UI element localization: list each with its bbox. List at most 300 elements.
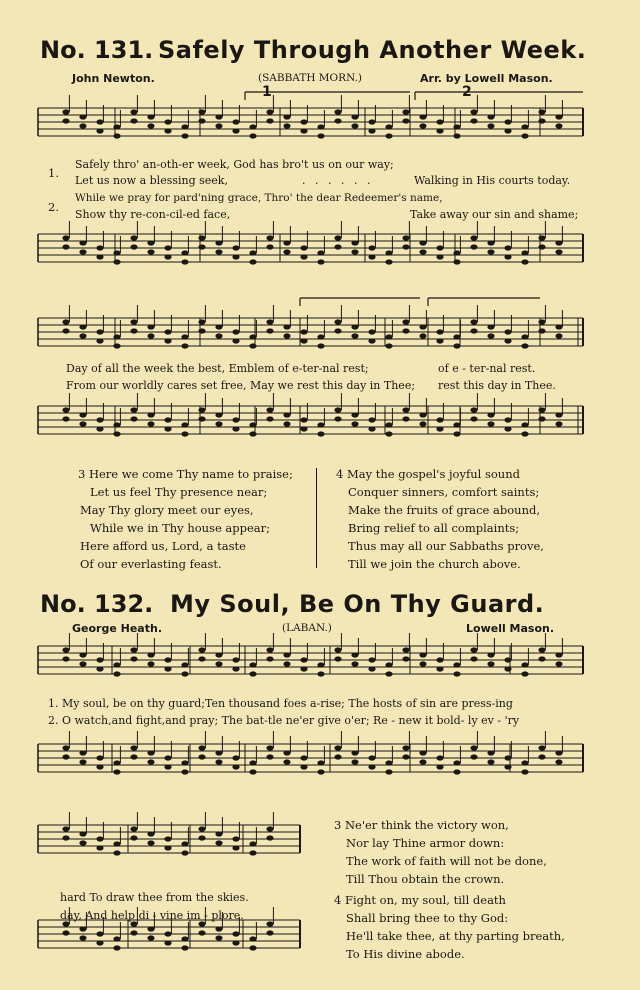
hymn-tune: (LABAN.) (282, 622, 332, 634)
note-head (96, 666, 103, 671)
note-head (181, 250, 188, 255)
note-head (181, 662, 188, 667)
note-head (334, 244, 341, 249)
note-head (504, 755, 511, 760)
note-head (96, 417, 103, 422)
hymn-131-stanza-4 (336, 465, 544, 573)
note-head (249, 671, 256, 676)
note-head (164, 755, 171, 760)
note-head (419, 123, 426, 128)
note-head (249, 431, 256, 436)
note-head (113, 769, 120, 774)
note-head (62, 244, 69, 249)
note-head (470, 407, 477, 412)
note-head (351, 240, 358, 245)
note-head (79, 652, 86, 657)
note-head (164, 119, 171, 124)
hymn-author: John Newton. (72, 72, 155, 85)
note-head (385, 343, 392, 348)
note-head (538, 407, 545, 412)
note-head (198, 826, 205, 831)
note-head (215, 926, 222, 931)
note-head (487, 114, 494, 119)
note-head (453, 133, 460, 138)
note-head (385, 124, 392, 129)
note-head (249, 850, 256, 855)
note-head (351, 750, 358, 755)
note-head (130, 244, 137, 249)
note-head (368, 338, 375, 343)
stanza-line: 3 Ne'er think the victory won, (334, 818, 509, 832)
note-head (147, 759, 154, 764)
note-head (521, 250, 528, 255)
note-head (96, 657, 103, 662)
note-head (96, 845, 103, 850)
note-head (62, 407, 69, 412)
refrain-line-2: From our worldly cares set free, May we rest this day in Thee; (66, 379, 416, 392)
note-head (215, 652, 222, 657)
note-head (300, 657, 307, 662)
note-head (198, 656, 205, 661)
note-head (436, 338, 443, 343)
note-head (300, 254, 307, 259)
note-head (334, 118, 341, 123)
note-head (232, 329, 239, 334)
stanza-line: The work of faith will not be done, (346, 854, 547, 868)
note-head (232, 931, 239, 936)
note-head (436, 128, 443, 133)
note-head (334, 656, 341, 661)
note-head (334, 319, 341, 324)
note-head (249, 124, 256, 129)
verse-1-line-2: Let us now a blessing seek, (75, 174, 228, 187)
note-head (470, 745, 477, 750)
note-head (487, 249, 494, 254)
note-head (351, 324, 358, 329)
note-head (351, 114, 358, 119)
note-head (198, 416, 205, 421)
note-head (504, 338, 511, 343)
note-head (249, 662, 256, 667)
note-head (79, 324, 86, 329)
note-head (402, 407, 409, 412)
note-head (368, 417, 375, 422)
note-head (453, 259, 460, 264)
stanza-line: Till we join the church above. (348, 557, 521, 571)
note-head (385, 431, 392, 436)
note-head (300, 764, 307, 769)
note-head (487, 324, 494, 329)
note-head (283, 114, 290, 119)
note-head (96, 245, 103, 250)
note-head (470, 416, 477, 421)
note-head (283, 421, 290, 426)
note-head (266, 235, 273, 240)
note-head (147, 935, 154, 940)
stanza-line: Of our everlasting feast. (80, 557, 222, 571)
note-head (555, 652, 562, 657)
note-head (368, 764, 375, 769)
note-head (555, 324, 562, 329)
note-head (334, 754, 341, 759)
note-head (79, 114, 86, 119)
note-head (300, 666, 307, 671)
hymn-title: Safely Through Another Week. (158, 36, 587, 64)
note-head (334, 109, 341, 114)
note-head (436, 764, 443, 769)
note-head (79, 412, 86, 417)
note-head (351, 652, 358, 657)
stanza-line: May Thy glory meet our eyes, (80, 503, 254, 517)
note-head (453, 124, 460, 129)
note-head (249, 250, 256, 255)
note-head (130, 754, 137, 759)
note-head (351, 421, 358, 426)
note-head (232, 755, 239, 760)
note-head (62, 826, 69, 831)
note-head (249, 133, 256, 138)
note-head (385, 769, 392, 774)
note-head (62, 328, 69, 333)
note-head (266, 656, 273, 661)
note-head (300, 245, 307, 250)
note-head (130, 328, 137, 333)
note-head (96, 426, 103, 431)
note-head (470, 244, 477, 249)
note-head (113, 124, 120, 129)
note-head (402, 244, 409, 249)
note-head (164, 940, 171, 945)
refrain-line-2-end: rest this day in Thee. (438, 379, 556, 392)
note-head (317, 422, 324, 427)
note-head (266, 647, 273, 652)
note-head (215, 249, 222, 254)
note-head (317, 124, 324, 129)
note-head (198, 109, 205, 114)
note-head (232, 254, 239, 259)
note-head (470, 109, 477, 114)
note-head (317, 769, 324, 774)
ending-2-label: 2 (462, 84, 472, 100)
note-head (79, 421, 86, 426)
note-head (164, 931, 171, 936)
note-head (79, 840, 86, 845)
note-head (130, 118, 137, 123)
stanza-line: Conquer sinners, comfort saints; (348, 485, 540, 499)
note-head (436, 245, 443, 250)
note-head (470, 754, 477, 759)
stanza-line: Bring relief to all complaints; (348, 521, 520, 535)
stanza-line: While we in Thy house appear; (90, 521, 271, 535)
note-head (368, 128, 375, 133)
note-head (164, 329, 171, 334)
note-head (538, 656, 545, 661)
note-head (487, 240, 494, 245)
note-head (334, 328, 341, 333)
note-head (79, 249, 86, 254)
note-head (538, 244, 545, 249)
note-head (164, 245, 171, 250)
hymn-132-stanza-3 (334, 816, 547, 888)
note-head (334, 235, 341, 240)
refrain-line-1-end: of e - ter-nal rest. (438, 362, 536, 375)
note-head (402, 319, 409, 324)
note-head (504, 119, 511, 124)
note-head (470, 235, 477, 240)
note-head (402, 754, 409, 759)
note-head (266, 244, 273, 249)
note-head (538, 754, 545, 759)
note-head (453, 422, 460, 427)
note-head (266, 118, 273, 123)
note-head (181, 760, 188, 765)
note-head (300, 119, 307, 124)
note-head (130, 319, 137, 324)
note-head (487, 333, 494, 338)
note-head (521, 343, 528, 348)
note-head (96, 338, 103, 343)
note-head (317, 671, 324, 676)
note-head (113, 343, 120, 348)
note-head (164, 657, 171, 662)
note-head (62, 754, 69, 759)
note-head (334, 416, 341, 421)
note-head (283, 240, 290, 245)
hymn-arranger: Arr. by Lowell Mason. (420, 72, 553, 85)
hymn-132-end-line-1: hard To draw thee from the skies. (60, 891, 249, 904)
note-head (113, 936, 120, 941)
note-head (113, 250, 120, 255)
note-head (504, 245, 511, 250)
note-head (96, 254, 103, 259)
note-head (232, 128, 239, 133)
note-head (283, 333, 290, 338)
note-head (470, 328, 477, 333)
note-head (198, 930, 205, 935)
note-head (164, 666, 171, 671)
note-head (249, 259, 256, 264)
note-head (453, 671, 460, 676)
note-head (300, 128, 307, 133)
note-head (453, 662, 460, 667)
note-head (164, 254, 171, 259)
note-head (538, 328, 545, 333)
note-head (130, 835, 137, 840)
hymn-number: No. 132. (40, 590, 154, 618)
note-head (249, 422, 256, 427)
note-head (147, 661, 154, 666)
note-head (283, 750, 290, 755)
note-head (62, 416, 69, 421)
note-head (453, 250, 460, 255)
note-head (232, 417, 239, 422)
hymn-132-line-1: 1. My soul, be on thy guard;Ten thousand foes a-rise; The hosts of sin are press-ing (48, 697, 513, 710)
note-head (62, 647, 69, 652)
note-head (96, 119, 103, 124)
note-head (283, 412, 290, 417)
note-head (147, 333, 154, 338)
note-head (147, 652, 154, 657)
note-head (62, 118, 69, 123)
note-head (232, 119, 239, 124)
note-head (113, 259, 120, 264)
note-head (215, 935, 222, 940)
note-head (198, 235, 205, 240)
note-head (538, 319, 545, 324)
note-head (96, 755, 103, 760)
note-head (198, 745, 205, 750)
note-head (198, 407, 205, 412)
note-head (334, 647, 341, 652)
note-head (317, 250, 324, 255)
note-head (215, 759, 222, 764)
note-head (266, 930, 273, 935)
note-head (113, 334, 120, 339)
note-head (232, 940, 239, 945)
note-head (164, 764, 171, 769)
note-head (470, 647, 477, 652)
note-head (130, 745, 137, 750)
note-head (487, 421, 494, 426)
note-head (555, 661, 562, 666)
note-head (113, 841, 120, 846)
note-head (368, 426, 375, 431)
note-head (181, 133, 188, 138)
note-head (181, 259, 188, 264)
note-head (419, 240, 426, 245)
note-head (181, 422, 188, 427)
note-head (351, 661, 358, 666)
note-head (79, 831, 86, 836)
note-head (181, 124, 188, 129)
note-head (113, 760, 120, 765)
note-head (215, 840, 222, 845)
hymn-number: No. 131. (40, 36, 154, 64)
note-head (62, 656, 69, 661)
note-head (283, 249, 290, 254)
note-head (368, 666, 375, 671)
note-head (334, 745, 341, 750)
note-head (555, 240, 562, 245)
note-head (402, 647, 409, 652)
note-head (470, 319, 477, 324)
note-head (249, 343, 256, 348)
note-head (385, 133, 392, 138)
note-head (487, 759, 494, 764)
note-head (555, 750, 562, 755)
note-head (385, 250, 392, 255)
note-head (181, 769, 188, 774)
note-head (147, 123, 154, 128)
note-head (504, 426, 511, 431)
note-head (555, 759, 562, 764)
note-head (300, 426, 307, 431)
note-head (113, 850, 120, 855)
note-head (79, 926, 86, 931)
note-head (181, 945, 188, 950)
note-head (79, 661, 86, 666)
note-head (147, 412, 154, 417)
note-head (96, 128, 103, 133)
note-head (249, 841, 256, 846)
note-head (368, 657, 375, 662)
note-head (504, 254, 511, 259)
hymn-composer: Lowell Mason. (466, 622, 555, 635)
note-head (453, 343, 460, 348)
note-head (317, 760, 324, 765)
note-head (385, 334, 392, 339)
note-head (385, 422, 392, 427)
note-head (232, 657, 239, 662)
note-head (521, 760, 528, 765)
note-head (130, 656, 137, 661)
hymn-131-stanza-3 (78, 465, 293, 573)
note-head (317, 343, 324, 348)
verse-1-line-3: Walking in His courts today. (414, 174, 571, 187)
hymn-title: My Soul, Be On Thy Guard. (170, 590, 545, 618)
note-head (232, 845, 239, 850)
note-head (215, 831, 222, 836)
note-head (368, 329, 375, 334)
note-head (164, 836, 171, 841)
note-head (368, 755, 375, 760)
note-head (487, 661, 494, 666)
note-head (164, 128, 171, 133)
note-head (538, 745, 545, 750)
note-head (147, 926, 154, 931)
verse-1-line-1: Safely thro' an-oth-er week, God has bro't us on our way; (75, 158, 394, 171)
note-head (436, 657, 443, 662)
note-head (368, 254, 375, 259)
stanza-line: He'll take thee, at thy parting breath, (346, 929, 565, 943)
note-head (504, 666, 511, 671)
note-head (96, 764, 103, 769)
note-head (96, 931, 103, 936)
note-head (402, 416, 409, 421)
note-head (419, 333, 426, 338)
note-head (198, 118, 205, 123)
note-head (181, 841, 188, 846)
note-head (453, 334, 460, 339)
note-head (419, 750, 426, 755)
note-head (181, 850, 188, 855)
note-head (504, 329, 511, 334)
stanza-line: Nor lay Thine armor down: (346, 836, 505, 850)
note-head (266, 416, 273, 421)
note-head (317, 662, 324, 667)
note-head (79, 750, 86, 755)
note-head (266, 754, 273, 759)
note-head (521, 769, 528, 774)
note-head (130, 109, 137, 114)
note-head (198, 328, 205, 333)
hymn-132-stanza-4 (334, 891, 565, 963)
note-head (181, 671, 188, 676)
note-head (555, 114, 562, 119)
note-head (317, 259, 324, 264)
note-head (436, 666, 443, 671)
note-head (555, 421, 562, 426)
note-head (198, 647, 205, 652)
note-head (249, 760, 256, 765)
note-head (538, 647, 545, 652)
hymn-tune: (SABBATH MORN.) (258, 72, 363, 84)
note-head (538, 109, 545, 114)
note-head (419, 759, 426, 764)
note-head (419, 249, 426, 254)
note-head (487, 123, 494, 128)
note-head (419, 661, 426, 666)
